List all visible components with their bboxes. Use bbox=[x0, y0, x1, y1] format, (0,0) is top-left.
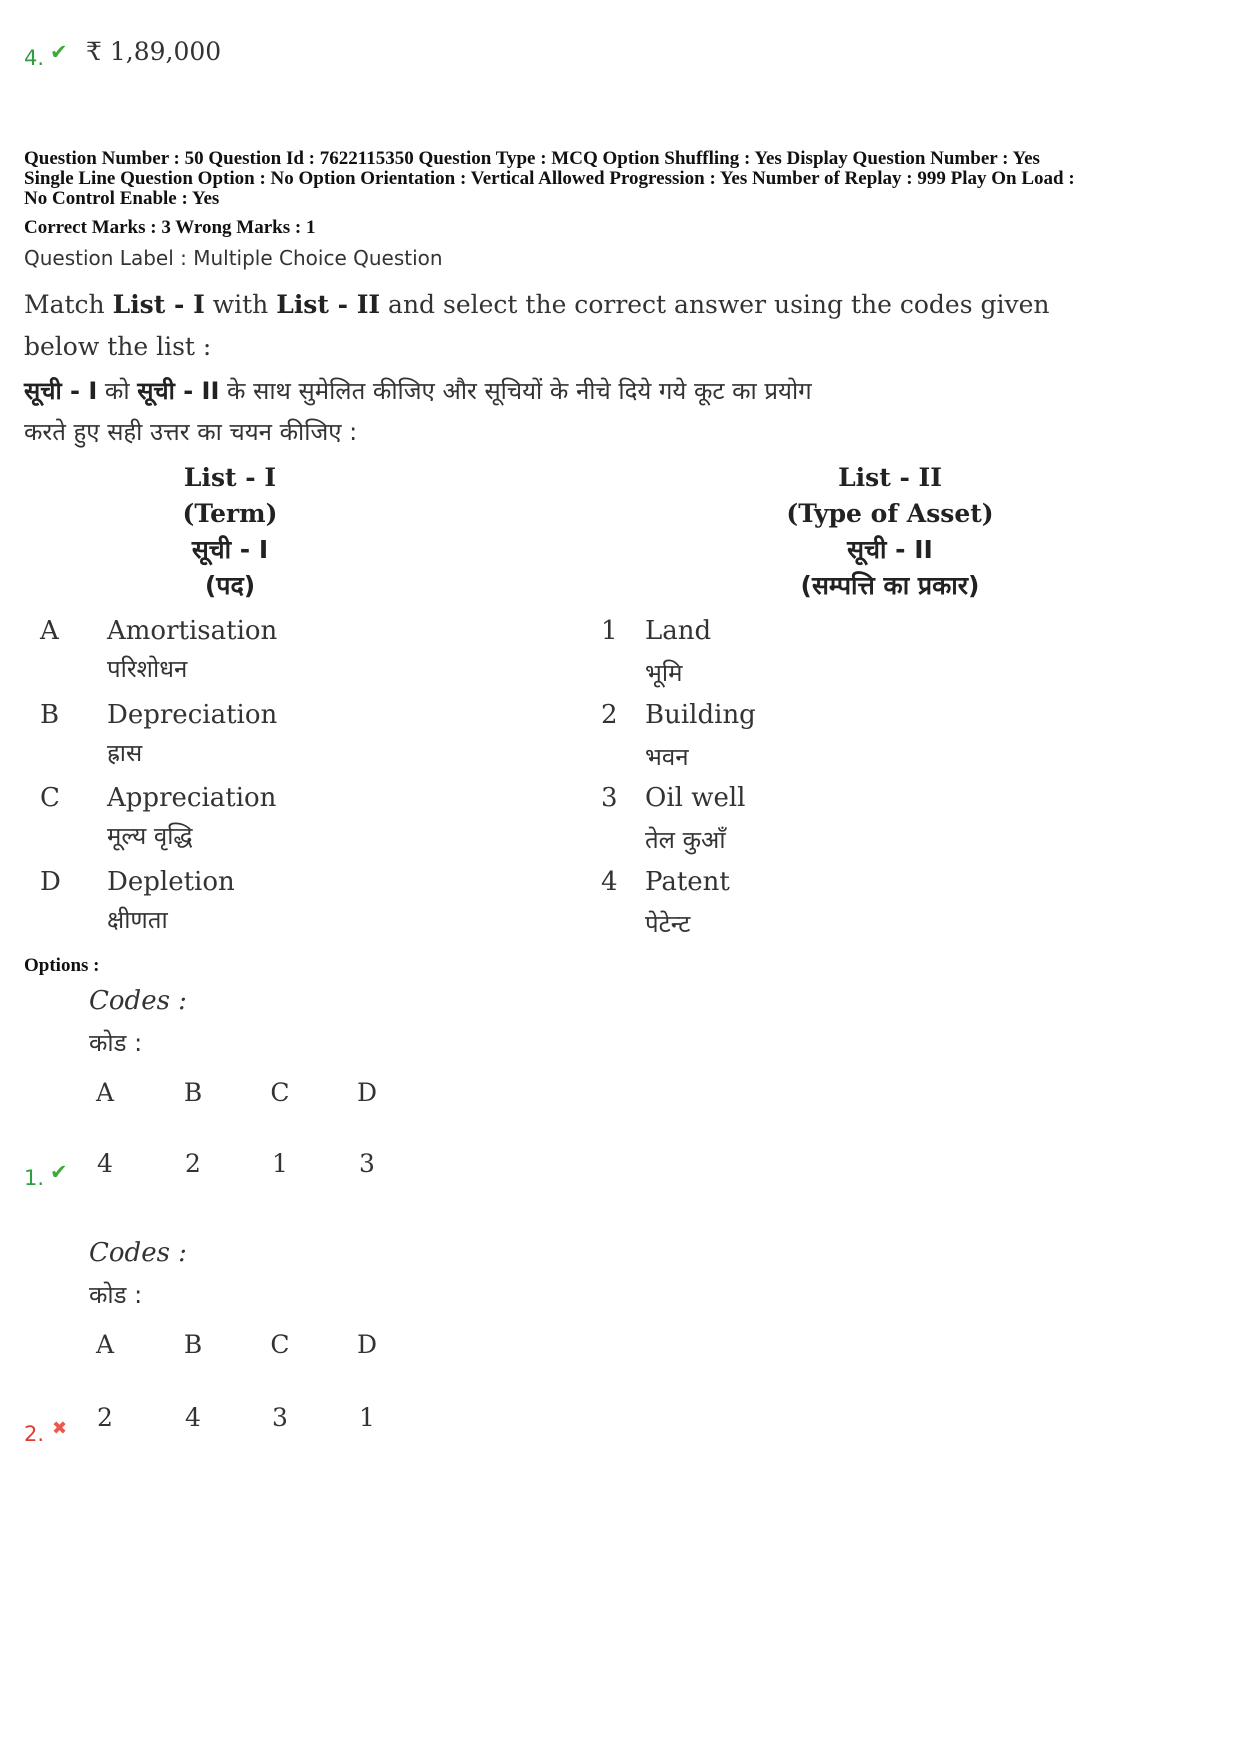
option-1-codes-hi: कोड : bbox=[89, 1029, 143, 1057]
list-1-item-hi: ह्रास bbox=[107, 739, 143, 767]
list-2-item-en: Patent bbox=[645, 867, 730, 897]
option-1-codes-title: Codes : bbox=[89, 986, 187, 1016]
option-1-value-d: 3 bbox=[359, 1149, 375, 1178]
option-2-number[interactable]: 2. bbox=[24, 1422, 45, 1446]
question-label: Question Label : Multiple Choice Question bbox=[24, 246, 443, 270]
option-1-header-a: A bbox=[95, 1078, 115, 1107]
options-label: Options : bbox=[24, 955, 100, 976]
list-1-item-en: Amortisation bbox=[107, 616, 278, 646]
previous-option-text: ₹ 1,89,000 bbox=[86, 37, 222, 66]
option-2-codes-hi: कोड : bbox=[89, 1281, 143, 1309]
question-text-en-line-1: Match List - I with List - II and select the correct answer using the codes given bbox=[24, 290, 1050, 319]
option-1-value-a: 4 bbox=[97, 1149, 113, 1178]
list-1-item-hi: परिशोधन bbox=[107, 655, 188, 683]
cross-icon: ✖ bbox=[52, 1418, 68, 1439]
check-icon: ✔ bbox=[50, 40, 68, 64]
list-2-heading: List - II (Type of Asset) सूची - II (सम्पत्ति का प्रकार) bbox=[786, 463, 994, 600]
list-1-item-hi: मूल्य वृद्धि bbox=[107, 822, 193, 850]
list-2-item-en: Land bbox=[645, 616, 712, 646]
question-text-hi-line-1: सूची - I को सूची - II के साथ सुमेलित कीजिए और सूचियों के नीचे दिये गये कूट का प्रयोग bbox=[24, 377, 812, 405]
list-2-item-hi: भवन bbox=[645, 743, 689, 771]
list-2-item-key: 2 bbox=[601, 700, 618, 730]
option-1-value-c: 1 bbox=[272, 1149, 288, 1178]
option-1-header-b: B bbox=[183, 1078, 203, 1107]
option-2-value-c: 3 bbox=[272, 1403, 288, 1432]
list-1-item-key: B bbox=[40, 700, 60, 730]
marks-info: Correct Marks : 3 Wrong Marks : 1 bbox=[24, 217, 316, 238]
question-meta-line-1: Question Number : 50 Question Id : 7622115350 Question Type : MCQ Option Shuffling : Yes Display Question Number : Yes bbox=[24, 148, 1040, 169]
option-1-header-d: D bbox=[356, 1078, 378, 1107]
list-1-item-key: D bbox=[40, 867, 61, 897]
list-2-item-hi: तेल कुआँ bbox=[645, 826, 726, 854]
list-2-item-key: 3 bbox=[601, 783, 618, 813]
option-2-codes-title: Codes : bbox=[89, 1238, 187, 1268]
option-2-value-b: 4 bbox=[185, 1403, 201, 1432]
option-2-header-d: D bbox=[356, 1330, 378, 1359]
option-1-number[interactable]: 1. bbox=[24, 1166, 45, 1190]
question-meta-line-3: No Control Enable : Yes bbox=[24, 188, 220, 209]
question-meta-line-2: Single Line Question Option : No Option Orientation : Vertical Allowed Progression : Yes Number of Replay : 999 Play On Load : bbox=[24, 168, 1075, 189]
option-1-header-c: C bbox=[270, 1078, 290, 1107]
option-1-value-b: 2 bbox=[185, 1149, 201, 1178]
list-2-item-hi: भूमि bbox=[645, 659, 683, 687]
list-1-item-key: C bbox=[40, 783, 60, 813]
list-2-item-key: 1 bbox=[601, 616, 618, 646]
option-2-header-c: C bbox=[270, 1330, 290, 1359]
check-icon: ✔ bbox=[50, 1160, 68, 1184]
list-2-item-hi: पेटेन्ट bbox=[645, 910, 691, 938]
list-1-heading: List - I (Term) सूची - I (पद) bbox=[182, 463, 278, 600]
list-1-item-key: A bbox=[40, 616, 59, 646]
list-1-item-hi: क्षीणता bbox=[107, 906, 168, 934]
list-2-item-en: Oil well bbox=[645, 783, 746, 813]
question-text-en-line-2: below the list : bbox=[24, 332, 212, 361]
option-2-header-b: B bbox=[183, 1330, 203, 1359]
question-text-hi-line-2: करते हुए सही उत्तर का चयन कीजिए : bbox=[24, 418, 358, 446]
list-1-item-en: Depletion bbox=[107, 867, 235, 897]
option-2-header-a: A bbox=[95, 1330, 115, 1359]
list-1-item-en: Depreciation bbox=[107, 700, 278, 730]
option-2-value-d: 1 bbox=[359, 1403, 375, 1432]
list-1-item-en: Appreciation bbox=[107, 783, 277, 813]
list-2-item-en: Building bbox=[645, 700, 756, 730]
previous-option-number: 4. bbox=[24, 46, 45, 70]
option-2-value-a: 2 bbox=[97, 1403, 113, 1432]
list-2-item-key: 4 bbox=[601, 867, 618, 897]
